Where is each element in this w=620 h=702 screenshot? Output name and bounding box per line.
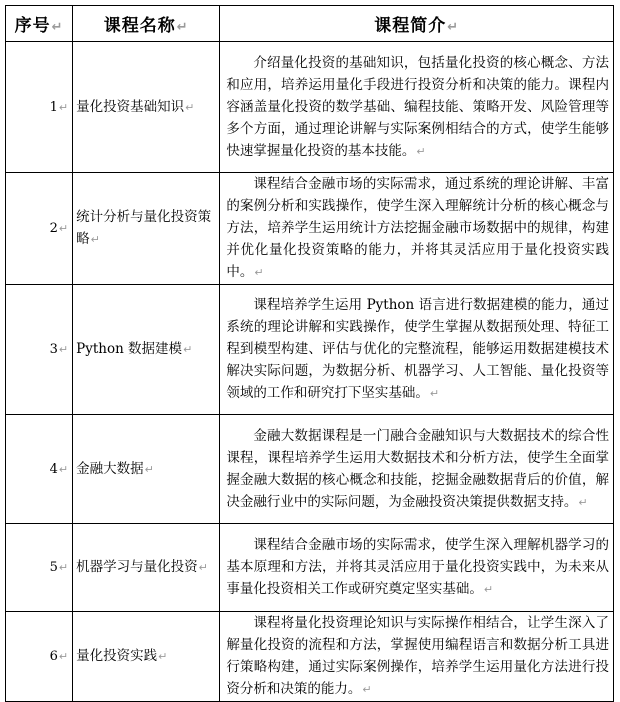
paragraph-mark-icon: ↵ [447,20,460,35]
paragraph-mark-icon: ↵ [51,20,64,35]
course-name: 机器学习与量化投资 [76,559,198,575]
paragraph-mark-icon: ↵ [185,100,195,114]
course-name-cell [73,524,220,612]
course-desc-cell [220,42,614,173]
paragraph-mark-icon: ↵ [90,233,100,246]
paragraph-mark-icon: ↵ [144,462,154,476]
table-row [6,42,614,173]
course-name: 统计分析与量化投资策略 [76,209,212,247]
row-index: 1 [49,99,58,115]
course-name-cell [73,415,220,524]
course-name-cell [73,173,220,285]
paragraph-mark-icon: ↵ [58,343,69,356]
course-desc: 课程培养学生运用 Python 语言进行数据建模的能力，通过系统的理论讲解和实践操作，使学生掌握从数据预处理、特征工程到模型构建、评估与优化的完整流程，能够运用数据建模技术解决实际问题，为数据分析、机器学习、人工智能、量化投资等领域的工作和研究打下坚实基础。 [226,297,609,401]
header-course-name-label: 课程名称 [103,16,176,36]
course-desc: 课程结合金融市场的实际需求，使学生深入理解机器学习的基本原理和方法，并将其灵活应用于量化投资实践中，为未来从事量化投资相关工作或研究奠定坚实基础。 [226,537,609,597]
table-header-row [6,6,614,42]
table-row [6,524,614,612]
course-desc: 课程将量化投资理论知识与实际操作相结合，让学生深入了解量化投资的流程和方法，掌握使用编程语言和数据分析工具进行策略构建，通过实际案例操作，培养学生运用量化方法进行投资分析和决策的能力。 [226,615,609,697]
row-index-cell [6,415,73,524]
paragraph-mark-icon: ↵ [578,495,588,509]
row-index-cell [6,42,73,173]
course-desc: 金融大数据课程是一门融合金融知识与大数据技术的综合性课程，课程培养学生运用大数据技术和分析方法，使学生全面掌握金融大数据的核心概念和技能，挖掘金融数据背后的价值，解决金融行业中的实际问题，为金融投资决策提供数据支持。 [226,427,609,510]
course-desc: 课程结合金融市场的实际需求，通过系统的理论讲解、丰富的案例分析和实践操作，使学生深入理解统计分析的核心概念与方法，培养学生运用统计方法挖掘金融市场数据中的规律，构建并优化量化投资策略的能力，并将其灵活应用于量化投资实践中。 [226,176,609,280]
row-index: 5 [49,560,58,575]
course-desc-cell [220,415,614,524]
paragraph-mark-icon: ↵ [183,343,193,356]
row-index: 3 [49,342,58,357]
header-course-name [73,6,220,42]
paragraph-mark-icon: ↵ [176,20,189,35]
row-index-cell [6,173,73,285]
paragraph-mark-icon: ↵ [254,266,264,279]
header-course-desc [220,6,614,42]
header-course-desc-label: 课程简介 [374,16,447,36]
row-index: 4 [49,461,58,477]
course-name: Python 数据建模 [76,341,183,357]
row-index-cell [6,612,73,702]
paragraph-mark-icon: ↵ [58,462,69,476]
table-row [6,415,614,524]
course-desc-cell [220,173,614,285]
course-desc-cell [220,285,614,415]
course-desc-cell [220,524,614,612]
course-name: 金融大数据 [76,460,144,477]
paragraph-mark-icon: ↵ [483,583,494,596]
row-index: 2 [49,221,58,236]
table-row [6,612,614,702]
paragraph-mark-icon: ↵ [58,222,69,235]
paragraph-mark-icon: ↵ [58,650,69,663]
row-index: 6 [49,649,58,664]
course-name: 量化投资实践 [76,648,158,664]
row-index-cell [6,285,73,415]
paragraph-mark-icon: ↵ [416,144,426,158]
course-desc-cell [220,612,614,702]
course-desc: 介绍量化投资的基础知识，包括量化投资的核心概念、方法和应用，培养运用量化手段进行投资分析和决策的能力。课程内容涵盖量化投资的数学基础、编程技能、策略开发、风险管理等多个方面，通过理论讲解与实际案例相结合的方式，使学生能够快速掌握量化投资的基本技能。 [226,54,609,159]
course-name: 量化投资基础知识 [76,98,185,115]
paragraph-mark-icon: ↵ [362,683,372,696]
paragraph-mark-icon: ↵ [429,387,440,400]
paragraph-mark-icon: ↵ [198,561,208,574]
paragraph-mark-icon: ↵ [158,650,168,663]
course-name-cell [73,285,220,415]
paragraph-mark-icon: ↵ [58,561,69,574]
paragraph-mark-icon: ↵ [58,100,69,114]
header-index-label: 序号 [14,16,51,36]
header-index [6,6,73,42]
table-row [6,285,614,415]
course-table [5,5,614,702]
row-index-cell [6,524,73,612]
course-name-cell [73,42,220,173]
course-name-cell [73,612,220,702]
table-row [6,173,614,285]
